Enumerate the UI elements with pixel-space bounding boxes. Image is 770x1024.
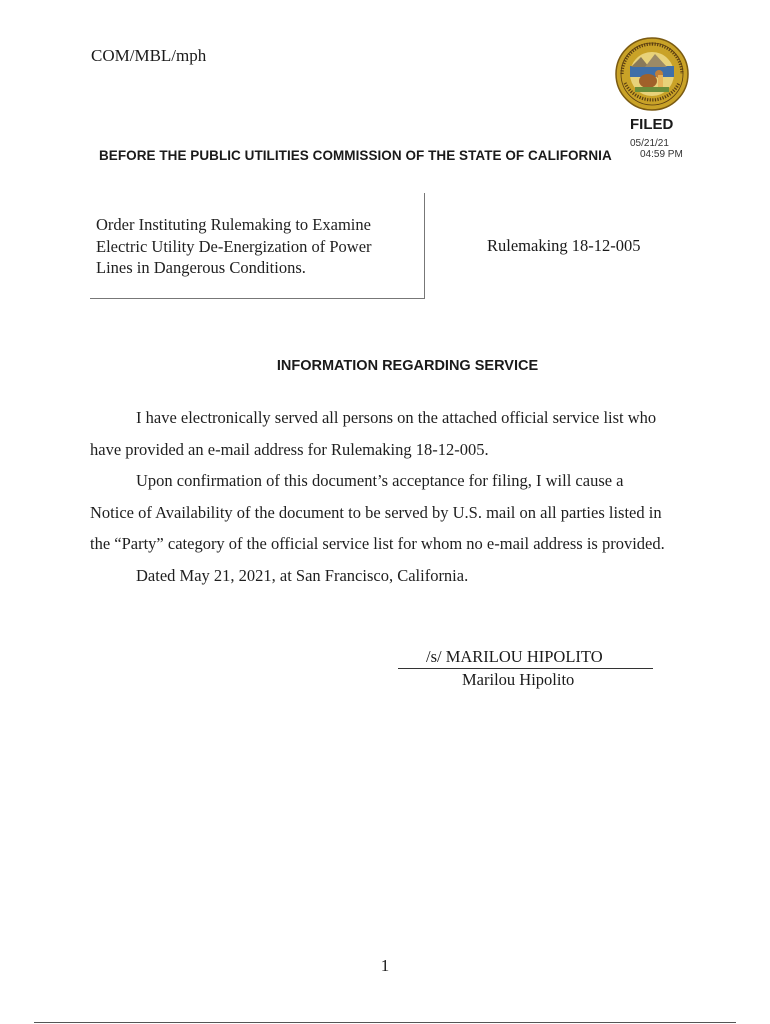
footer-rule bbox=[34, 1022, 736, 1023]
signer-name: Marilou Hipolito bbox=[462, 670, 575, 689]
document-title: INFORMATION REGARDING SERVICE bbox=[276, 358, 539, 374]
body-paragraph: Dated May 21, 2021, at San Francisco, California. bbox=[136, 565, 469, 585]
commission-heading: BEFORE THE PUBLIC UTILITIES COMMISSION OF THE STATE OF CALIFORNIA bbox=[99, 148, 612, 163]
proceeding-number: Rulemaking 18-12-005 bbox=[487, 236, 641, 255]
filed-stamp-label: FILED bbox=[630, 116, 674, 133]
caption-text bbox=[96, 214, 426, 279]
filed-stamp-time: 04:59 PM bbox=[640, 149, 683, 160]
caption-line: Lines in Dangerous Conditions. bbox=[96, 258, 306, 277]
filed-stamp-date: 05/21/21 bbox=[630, 138, 669, 149]
state-seal-image bbox=[615, 37, 689, 111]
docket-code: COM/MBL/mph bbox=[91, 46, 207, 65]
page-number: 1 bbox=[380, 956, 390, 975]
caption-line: Order Instituting Rulemaking to Examine bbox=[96, 215, 371, 234]
body-paragraph: Upon confirmation of this document’s acceptance for filing, I will cause a Notice of Availability of the document to be served by U.S. mail on all parties listed in the “Party” category of the official service list for whom no e-mail address is provided. bbox=[90, 471, 665, 553]
body-paragraph: I have electronically served all persons on the attached official service list who have provided an e-mail address for Rulemaking 18-12-005. bbox=[90, 408, 657, 459]
conformed-signature: /s/ MARILOU HIPOLITO bbox=[426, 647, 603, 666]
signature-line bbox=[398, 668, 653, 669]
caption-line: Electric Utility De-Energization of Power bbox=[96, 236, 372, 256]
document-body bbox=[90, 402, 670, 591]
